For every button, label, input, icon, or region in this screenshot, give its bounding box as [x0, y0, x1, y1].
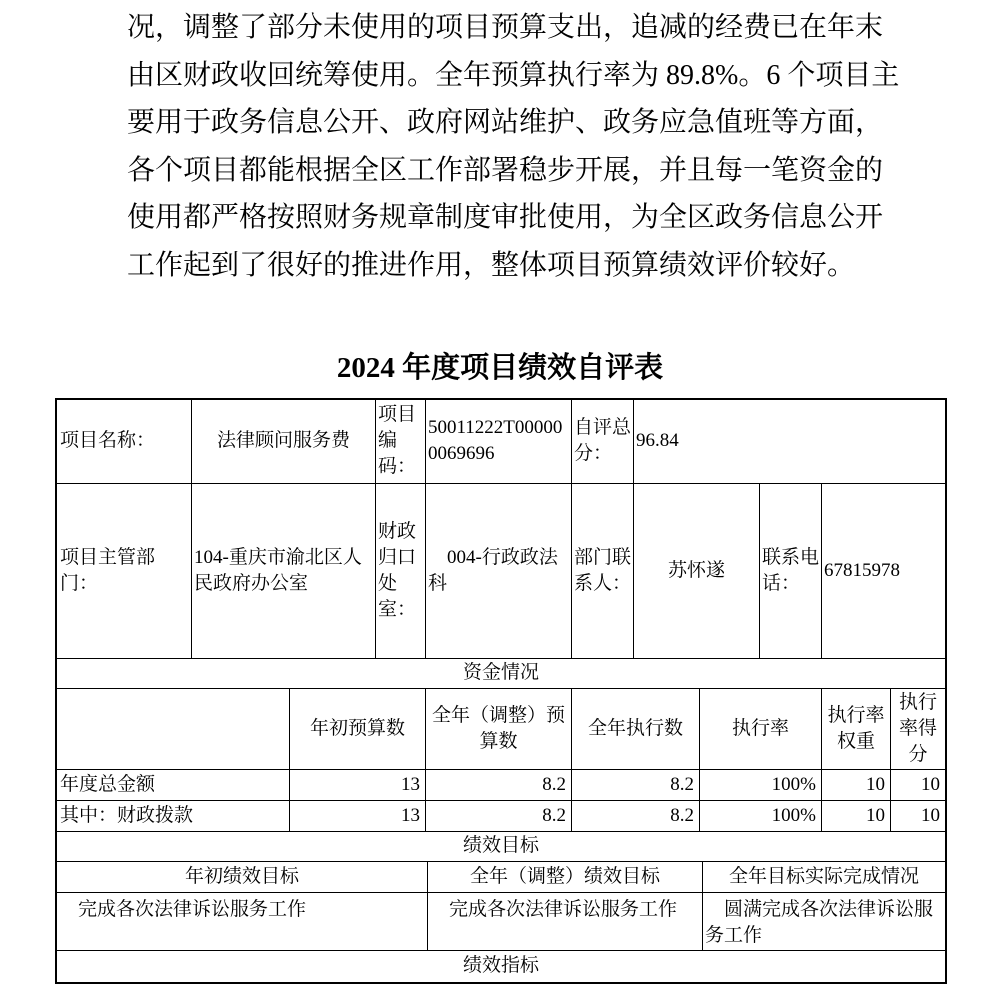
self-score-label-cell: 自评总分： [572, 400, 634, 483]
report-paragraph [127, 4, 900, 290]
self-score-value-cell: 96.84 [636, 430, 679, 452]
funding-rate-score-value-cell: 10 [921, 804, 940, 826]
goals-section-title-cell: 绩效目标 [462, 835, 539, 857]
paragraph-line: 要用于政务信息公开、政府网站维护、政务应急值班等方面， [127, 107, 884, 139]
tel-label-cell: 联系电话： [760, 484, 822, 658]
finance-office-value-cell: 004-行政政法科 [426, 484, 572, 658]
funding-header-executed-cell: 全年执行数 [572, 689, 700, 769]
paragraph-line: 工作起到了很好的推进作用，整体项目预算绩效评价较好。 [127, 249, 856, 281]
finance-office-label-cell: 财政归口处室： [376, 484, 426, 658]
funding-rate-weight-value-cell: 10 [822, 801, 891, 831]
funding-initial-value-cell: 13 [290, 770, 426, 800]
funding-row-label-cell: 年度总金额 [57, 770, 290, 800]
funding-row-label-cell: 其中：财政拨款 [57, 801, 290, 831]
funding-section-row [57, 659, 945, 689]
goals-header-adjusted-cell: 全年（调整）绩效目标 [428, 862, 703, 892]
indicators-section-title-cell: 绩效指标 [462, 955, 539, 977]
paragraph-line: 使用都严格按照财务规章制度审批使用，为全区政务信息公开 [127, 202, 884, 234]
funding-row-total [57, 770, 945, 801]
funding-rate-value-cell: 100% [700, 801, 822, 831]
funding-executed-value-cell: 8.2 [572, 801, 700, 831]
goals-initial-value-cell: 完成各次法律诉讼服务工作 [57, 893, 428, 950]
table-row-project [57, 400, 945, 484]
funding-empty-header-cell [57, 689, 290, 769]
table-row-department [57, 484, 945, 659]
goals-actual-value-cell: 圆满完成各次法律诉讼服务工作 [705, 898, 934, 946]
funding-header-rate-score-cell: 执行率得分 [898, 691, 937, 765]
department-label-cell: 项目主管部门： [57, 484, 192, 658]
funding-row-fiscal [57, 801, 945, 832]
goals-header-row [57, 862, 945, 893]
project-name-label-cell: 项目名称： [57, 400, 192, 483]
funding-header-adjusted-cell: 全年（调整）预算数 [426, 689, 572, 769]
contact-value-cell: 苏怀遂 [634, 484, 760, 658]
goals-header-initial-cell: 年初绩效目标 [57, 862, 428, 892]
goals-adjusted-value-cell: 完成各次法律诉讼服务工作 [428, 893, 703, 950]
funding-header-rate-cell: 执行率 [700, 689, 822, 769]
paragraph-line: 各个项目都能根据全区工作部署稳步开展，并且每一笔资金的 [127, 154, 884, 186]
funding-rate-value-cell: 100% [700, 770, 822, 800]
paragraph-line: 况，调整了部分未使用的项目预算支出，追减的经费已在年末 [127, 12, 884, 43]
project-code-label-cell: 项目编码： [376, 400, 426, 483]
self-evaluation-table [55, 398, 947, 984]
indicators-section-row [57, 951, 945, 982]
tel-value-cell: 67815978 [824, 559, 900, 581]
funding-header-rate-weight-cell: 执行率权重 [822, 689, 891, 769]
paragraph-line: 由区财政收回统筹使用。全年预算执行率为 89.8%。6 个项目主 [127, 59, 900, 91]
funding-adjusted-value-cell: 8.2 [426, 801, 572, 831]
funding-header-row [57, 689, 945, 770]
goals-section-row [57, 832, 945, 862]
funding-rate-score-value-cell: 10 [921, 773, 940, 795]
funding-section-title-cell: 资金情况 [462, 662, 539, 684]
funding-adjusted-value-cell: 8.2 [426, 770, 572, 800]
department-value-cell: 104-重庆市渝北区人民政府办公室 [192, 484, 376, 658]
table-title: 2024 年度项目绩效自评表 [336, 351, 664, 384]
funding-executed-value-cell: 8.2 [572, 770, 700, 800]
project-code-value-cell: 50011222T000000069696 [426, 400, 572, 483]
funding-rate-weight-value-cell: 10 [822, 770, 891, 800]
funding-header-initial-cell: 年初预算数 [290, 689, 426, 769]
project-name-value-cell: 法律顾问服务费 [192, 400, 376, 483]
goals-data-row [57, 893, 945, 951]
goals-header-actual-cell: 全年目标实际完成情况 [728, 865, 919, 887]
funding-initial-value-cell: 13 [290, 801, 426, 831]
contact-label-cell: 部门联系人： [572, 484, 634, 658]
